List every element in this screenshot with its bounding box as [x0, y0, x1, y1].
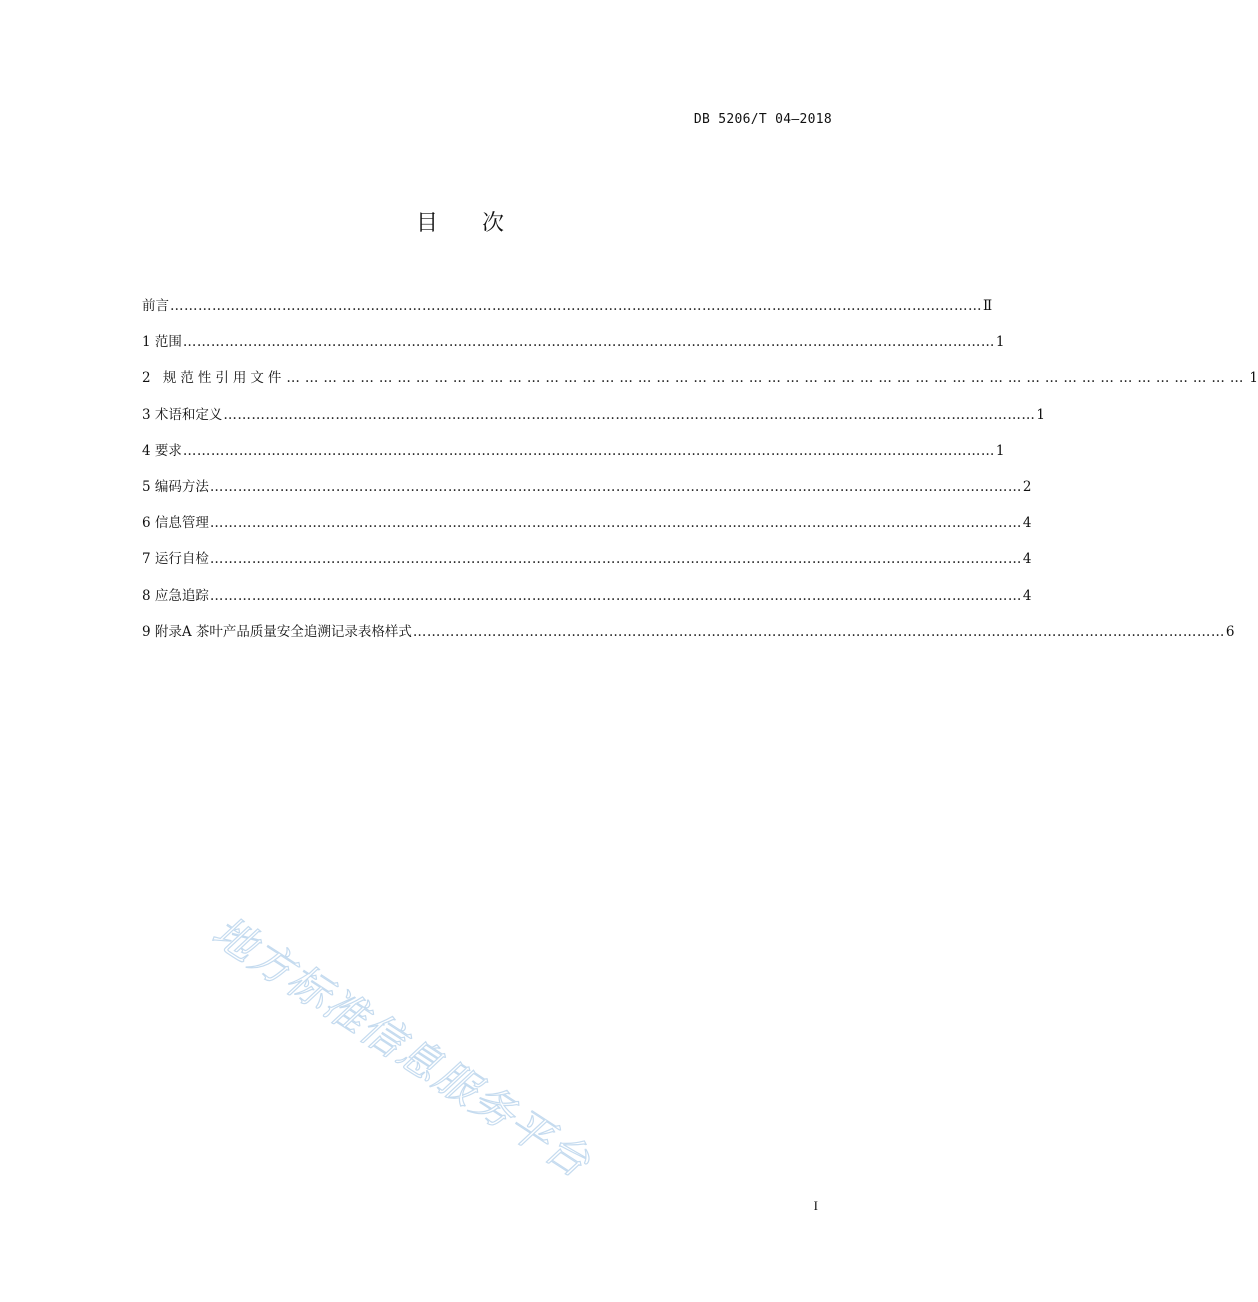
toc-leader-dots: ………………………………………………………………………………………………………………………………………………………… [209, 587, 1022, 604]
document-code: DB 5206/T 04—2018 [693, 112, 832, 127]
toc-entry-coding-method[interactable] [142, 473, 1032, 509]
toc-leader-dots: ………………………………………………………………………………………………………………………………………………………… [412, 623, 1225, 640]
toc-list [142, 292, 1258, 654]
toc-entry-normative-references[interactable] [142, 364, 1258, 400]
toc-entry-page: 2 [1022, 478, 1032, 495]
watermark: 地方标准信息服务平台 [203, 906, 600, 1188]
toc-entry-appendix-a[interactable] [142, 618, 1235, 654]
toc-entry-label: 7 运行自检 [142, 551, 209, 568]
toc-entry-page: 1 [995, 334, 1005, 351]
toc-leader-dots: ………………………………………………………………………………………………………………………………………………………… [182, 442, 995, 459]
toc-entry-label: 9 附录A 茶叶产品质量安全追溯记录表格样式 [142, 623, 412, 640]
toc-entry-page: 6 [1225, 623, 1235, 640]
toc-entry-self-check[interactable] [142, 545, 1032, 581]
toc-leader-dots: ………………………………………………………………………………………………………………………………………………………… [209, 551, 1022, 568]
toc-entry-page: 1 [1249, 370, 1258, 387]
toc-entry-page: 1 [1036, 406, 1045, 423]
toc-entry-page: 4 [1022, 515, 1032, 532]
page-number: I [813, 1198, 818, 1213]
toc-title-part-1: 目 [415, 211, 438, 236]
toc-entry-label: 4 要求 [142, 442, 182, 459]
toc-entry-scope[interactable] [142, 328, 1005, 364]
toc-entry-emergency-tracking[interactable] [142, 582, 1032, 618]
toc-entry-page: 4 [1022, 551, 1032, 568]
toc-entry-information-management[interactable] [142, 509, 1032, 545]
toc-leader-dots: ………………………………………………………………………………………………………………………………………………………… [209, 515, 1022, 532]
toc-entry-label: 3 术语和定义 [142, 406, 223, 423]
toc-entry-label: 2 规范性引用文件 [142, 370, 286, 387]
toc-leader-dots: ………………………………………………………………………………………………………………………………………………………… [209, 478, 1022, 495]
toc-entry-page: Ⅱ [983, 298, 993, 314]
toc-entry-label: 前言 [142, 298, 169, 314]
toc-leader-dots: ………………………………………………………………………………………………………………………………………………………… [223, 406, 1036, 423]
toc-entry-label: 5 编码方法 [142, 478, 209, 495]
toc-entry-requirements[interactable] [142, 437, 1005, 473]
toc-entry-label: 8 应急追踪 [142, 587, 209, 604]
toc-entry-label: 1 范围 [142, 334, 182, 351]
toc-leader-dots: ………………………………………………………………………………………………………………………………………… [286, 370, 1249, 387]
toc-leader-dots: ………………………………………………………………………………………………………………………………………………………… [170, 298, 982, 314]
toc-title-part-2: 次 [482, 211, 505, 236]
toc-title [0, 206, 920, 237]
toc-entry-foreword[interactable] [142, 292, 993, 328]
toc-entry-page: 4 [1022, 587, 1032, 604]
toc-entry-label: 6 信息管理 [142, 515, 209, 532]
toc-entry-page: 1 [995, 442, 1005, 459]
toc-leader-dots: ………………………………………………………………………………………………………………………………………………………… [182, 334, 995, 351]
toc-entry-terms-definitions[interactable] [142, 401, 1045, 437]
